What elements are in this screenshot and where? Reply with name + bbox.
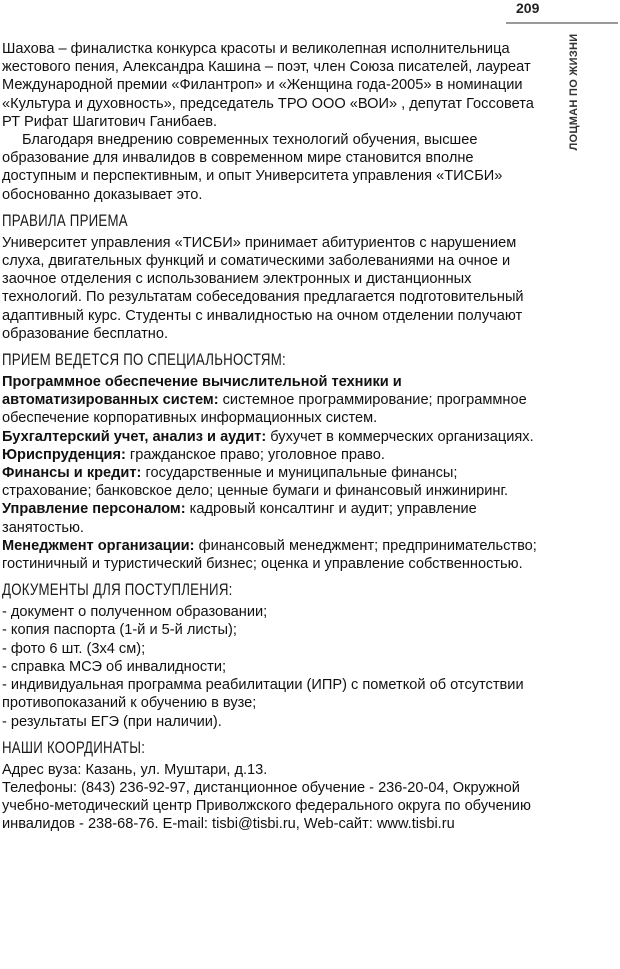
specialties-heading: ПРИЕМ ВЕДЕТСЯ ПО СПЕЦИАЛЬНОСТЯМ: (2, 350, 286, 370)
page-number: 209 (516, 0, 540, 16)
header-rule (506, 22, 618, 24)
specialty-name: Финансы и кредит: (2, 465, 142, 482)
specialty-name: Менеджмент организации: (2, 537, 195, 554)
document-item: - результаты ЕГЭ (при наличии). (2, 713, 222, 730)
document-item: - индивидуальная программа реабилитации (ИПР) с пометкой об отсутствии противопоказаний к обучению в вузе; (2, 677, 524, 712)
documents-heading: ДОКУМЕНТЫ ДЛЯ ПОСТУПЛЕНИЯ: (2, 580, 233, 600)
specialty-item (2, 428, 548, 446)
specialty-item (2, 446, 548, 464)
document-item: - справка МСЭ об инвалидности; (2, 658, 227, 675)
intro-paragraph-2: Благодаря внедрению современных технологий обучения, высшее образование для инвалидов в современном мире становится вполне доступным и перспективным, и опыт Университета управления «ТИСБИ» обоснованно доказывает это. (2, 132, 503, 203)
specialty-item (2, 500, 548, 536)
specialty-detail: системное программирование; программное обеспечение корпоративных информационных систем. (2, 392, 527, 427)
specialty-detail: гражданское право; уголовное право. (125, 446, 385, 463)
contacts-heading: НАШИ КООРДИНАТЫ: (2, 737, 146, 757)
specialty-detail: бухучет в коммерческих организациях. (266, 428, 534, 445)
text-column (2, 40, 548, 834)
specialty-name: Бухгалтерский учет, анализ и аудит: (2, 428, 267, 445)
specialty-detail: кадровый консалтинг и аудит; управление занятостью. (2, 501, 477, 536)
running-title: ЛОЦМАН ПО ЖИЗНИ (568, 33, 580, 151)
specialty-name: Юриспруденция: (2, 446, 126, 463)
document-item: - фото 6 шт. (3х4 см); (2, 640, 146, 657)
admission-rules-text: Университет управления «ТИСБИ» принимает абитуриентов с нарушением слуха, двигательных функций и соматическими заболеваниями на очное и заочное отделения с использованием электронных и дистанционных технологий. По результатам собеседования предлагается подготовительный адаптивный курс. Студенты с инвалидностью на очном отделении получают образование бесплатно. (2, 234, 524, 342)
specialty-name: Управление персоналом: (2, 501, 186, 518)
contacts-phones: Телефоны: (843) 236-92-97, дистанционное обучение - 236-20-04, Окружной учебно-методический центр Приволжского федерального округа по обучению инвалидов - 238-68-76. E-mail: tisbi@tisbi.ru, Web-сайт: www.tisbi.ru (2, 779, 531, 833)
admission-rules-heading: ПРАВИЛА ПРИЕМА (2, 210, 128, 230)
specialty-detail: государственные и муниципальные финансы; страхование; банковское дело; ценные бумаги и финансовый инжиниринг. (2, 465, 509, 500)
specialty-item (2, 373, 548, 428)
document-item: - документ о полученном образовании; (2, 604, 268, 621)
intro-paragraph-1: Шахова – финалистка конкурса красоты и великолепная исполнительница жестового пения, Александра Кашина – поэт, член Союза писателей, лауреат Международной премии «Филантроп» и «Женщина года-2005» в номинации «Культура и духовность», председатель ТРО ООО «ВОИ» , депутат Госсовета РТ Рифат Шагитович Ганибаев. (2, 41, 534, 130)
specialty-item (2, 537, 548, 573)
contacts-address: Адрес вуза: Казань, ул. Муштари, д.13. (2, 761, 268, 778)
specialty-item (2, 464, 548, 500)
specialty-name: Программное обеспечение вычислительной техники и автоматизированных систем: (2, 374, 402, 409)
document-item: - копия паспорта (1-й и 5-й листы); (2, 622, 237, 639)
specialty-detail: финансовый менеджмент; предпринимательство; гостиничный и туристический бизнес; оценка и управление собственностью. (2, 537, 537, 573)
